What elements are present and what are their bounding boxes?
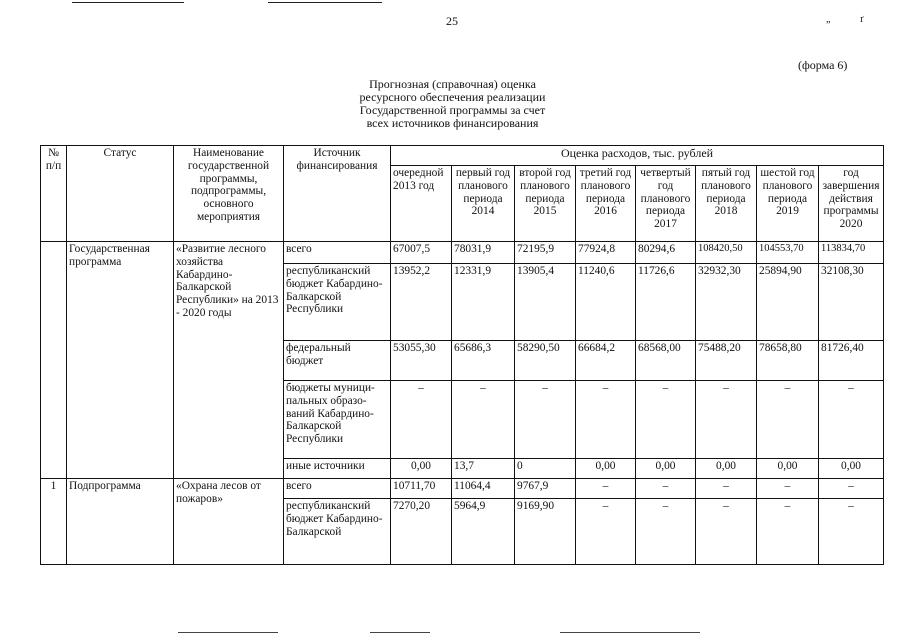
row-source: республиканский бюджет Кабардино-Балкарской Республики (284, 264, 391, 341)
header-name: Наименование государственной программы, подпрограммы, основного мероприятия (174, 146, 284, 242)
value-cell: 5964,9 (452, 499, 515, 565)
value-cell: 7270,20 (391, 499, 452, 565)
value-cell: 67007,5 (391, 242, 452, 264)
scan-bottom-line (370, 632, 430, 633)
row-num: 1 (41, 479, 67, 565)
value-cell: 78658,80 (757, 341, 819, 381)
value-cell: 0,00 (391, 459, 452, 479)
header-num: № п/п (41, 146, 67, 242)
value-cell: 11726,6 (636, 264, 696, 341)
value-cell: 9767,9 (515, 479, 576, 499)
value-cell: 113834,70 (819, 242, 884, 264)
table-row (41, 242, 884, 264)
row-source: всего (284, 479, 391, 499)
value-cell: – (819, 499, 884, 565)
scan-top-line (268, 2, 382, 3)
value-cell: – (391, 381, 452, 459)
table-row (41, 479, 884, 499)
row-status: Подпрограмма (67, 479, 174, 565)
corner-mark: „ (826, 14, 831, 25)
row-status: Государственная программа (67, 242, 174, 479)
scan-bottom-line (178, 632, 278, 633)
header-year: очередной 2013 год (391, 166, 452, 242)
value-cell: – (757, 479, 819, 499)
value-cell: 11064,4 (452, 479, 515, 499)
value-cell: – (819, 381, 884, 459)
value-cell: 0,00 (576, 459, 636, 479)
value-cell: – (636, 479, 696, 499)
title-line: ресурсного обеспечения реализации (359, 90, 546, 104)
header-year: год завершения действия программы 2020 (819, 166, 884, 242)
header-year: третий год планового периода 2016 (576, 166, 636, 242)
document-title (300, 78, 605, 130)
value-cell: – (515, 381, 576, 459)
row-program-name: «Развитие лесного хозяйства Кабардино-Балкарской Республики» на 2013 - 2020 годы (174, 242, 284, 479)
header-year: шестой год планового периода 2019 (757, 166, 819, 242)
value-cell: – (576, 479, 636, 499)
row-source: республиканский бюджет Кабардино-Балкарской (284, 499, 391, 565)
header-year: четвертый год планового периода 2017 (636, 166, 696, 242)
value-cell: – (819, 479, 884, 499)
header-estimate: Оценка расходов, тыс. рублей (391, 146, 884, 166)
value-cell: 9169,90 (515, 499, 576, 565)
value-cell: 11240,6 (576, 264, 636, 341)
header-year: второй год планового периода 2015 (515, 166, 576, 242)
row-source: всего (284, 242, 391, 264)
value-cell: 0,00 (696, 459, 757, 479)
header-year: пятый год планового периода 2018 (696, 166, 757, 242)
value-cell: 104553,70 (757, 242, 819, 264)
value-cell: 0,00 (757, 459, 819, 479)
value-cell: 25894,90 (757, 264, 819, 341)
value-cell: 13,7 (452, 459, 515, 479)
title-line: Государственной программы за счет (359, 103, 546, 117)
value-cell: – (757, 499, 819, 565)
value-cell: – (576, 499, 636, 565)
value-cell: 53055,30 (391, 341, 452, 381)
value-cell: 32108,30 (819, 264, 884, 341)
value-cell: – (696, 381, 757, 459)
title-line: всех источников финансирования (366, 116, 539, 130)
value-cell: 13905,4 (515, 264, 576, 341)
page-number: 25 (446, 14, 458, 28)
value-cell: 77924,8 (576, 242, 636, 264)
value-cell: 12331,9 (452, 264, 515, 341)
value-cell: 13952,2 (391, 264, 452, 341)
scan-top-line (72, 2, 184, 3)
value-cell: 32932,30 (696, 264, 757, 341)
title-line: Прогнозная (справочная) оценка (369, 77, 536, 91)
value-cell: 58290,50 (515, 341, 576, 381)
value-cell: – (696, 499, 757, 565)
value-cell: – (757, 381, 819, 459)
value-cell: 0,00 (819, 459, 884, 479)
scan-bottom-line (560, 632, 700, 633)
value-cell: 0 (515, 459, 576, 479)
row-num (41, 242, 67, 479)
value-cell: 108420,50 (696, 242, 757, 264)
resource-estimate-table (40, 145, 884, 565)
value-cell: 68568,00 (636, 341, 696, 381)
value-cell: 10711,70 (391, 479, 452, 499)
value-cell: 66684,2 (576, 341, 636, 381)
value-cell: – (452, 381, 515, 459)
header-source: Источник финансирования (284, 146, 391, 242)
value-cell: – (636, 381, 696, 459)
value-cell: 75488,20 (696, 341, 757, 381)
row-source: федеральный бюджет (284, 341, 391, 381)
form-label: (форма 6) (798, 58, 848, 72)
value-cell: – (696, 479, 757, 499)
value-cell: 0,00 (636, 459, 696, 479)
row-source: иные источники (284, 459, 391, 479)
value-cell: – (636, 499, 696, 565)
value-cell: 80294,6 (636, 242, 696, 264)
value-cell: 65686,3 (452, 341, 515, 381)
header-status: Статус (67, 146, 174, 242)
header-year: первый год планового периода 2014 (452, 166, 515, 242)
value-cell: 81726,40 (819, 341, 884, 381)
row-source: бюджеты муници-пальных образо-ваний Кабардино-Балкарской Республики (284, 381, 391, 459)
value-cell: – (576, 381, 636, 459)
corner-mark: ґ (860, 14, 864, 25)
row-program-name: «Охрана лесов от пожаров» (174, 479, 284, 565)
value-cell: 72195,9 (515, 242, 576, 264)
value-cell: 78031,9 (452, 242, 515, 264)
